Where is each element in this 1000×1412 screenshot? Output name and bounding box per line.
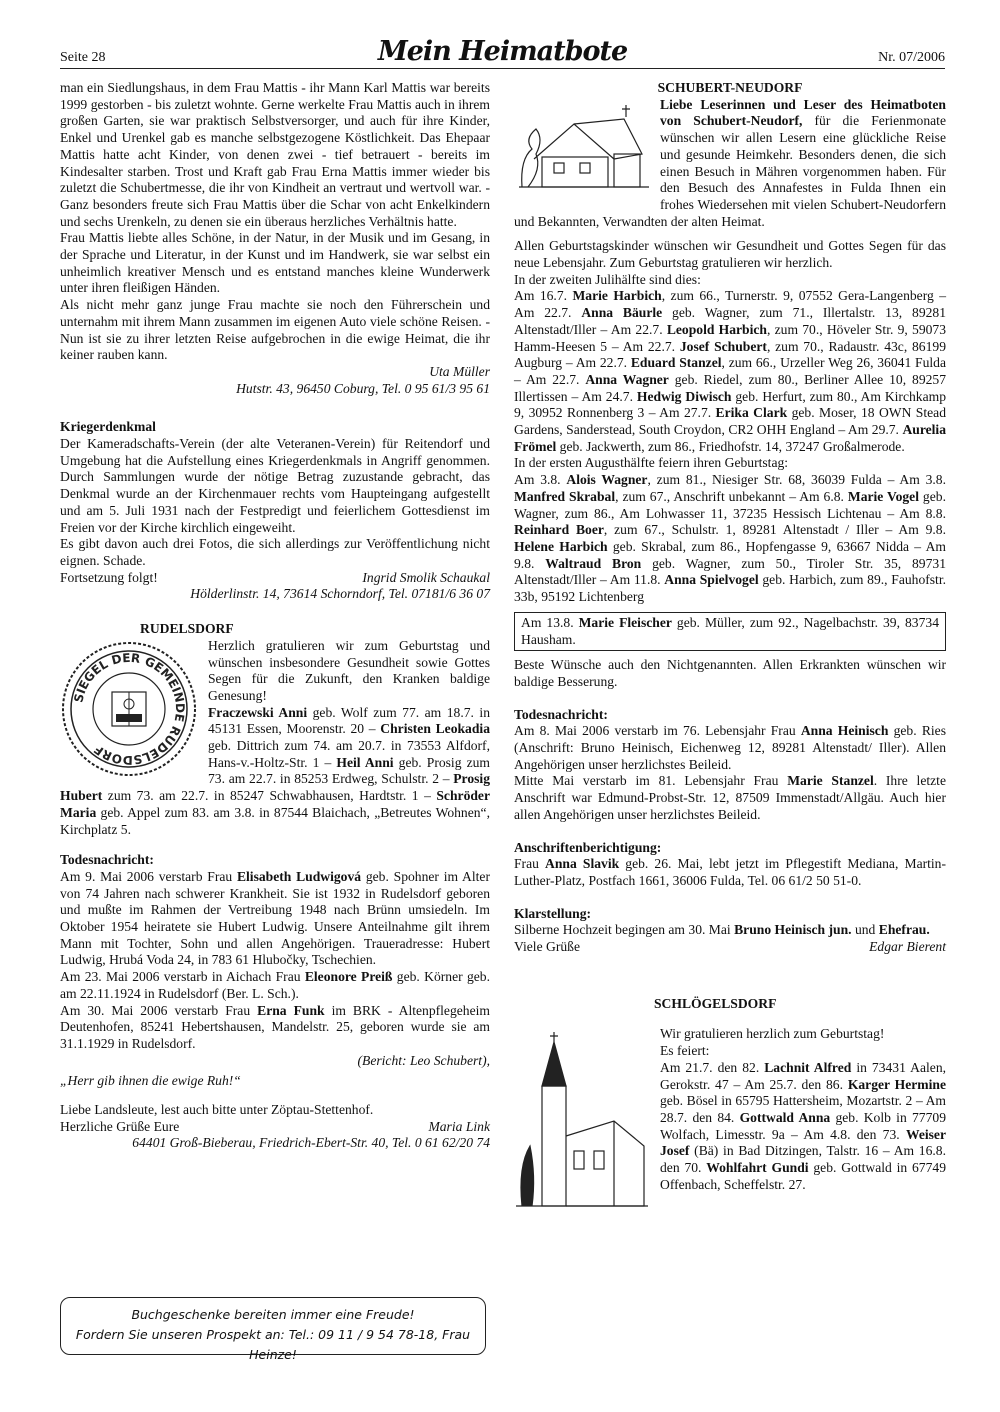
mattis-paragraph-2: Frau Mattis liebte alles Schöne, in der Natur, in der Musik und im Gesang, in der Sprache und Literatur, in der Kunst und im Handwerk, sie war selbst ein unheimlich kreativer Mensch und es entstand manches kleine Wunderwerk unter ihren fleißigen Händen. <box>60 230 490 296</box>
obituary-preiss: Am 23. Mai 2006 verstarb in Aichach Frau Eleonore Preiß geb. Körner geb. am 22.11.1924 in Rudelsdorf (Ber. L. Sch.). <box>60 969 490 1001</box>
list-item-details: geb. Harbich, zum 89., Fauhofstr. 33b, 95192 Lichtenberg <box>514 572 947 605</box>
author-maria-link: Maria Link <box>428 1118 490 1134</box>
list-item-name: Helene Harbich <box>514 538 608 554</box>
list-item-details: geb. Appel zum 83. am 3.8. in 87544 Blaichach, „Betreutes Wohnen“, Kirchplatz 5. <box>60 804 490 837</box>
list-item-name: Marie Harbich <box>572 288 662 304</box>
list-item-name: Wohlfahrt Gundi <box>706 1160 809 1176</box>
list-item-details: geb. Bösel in 65795 Hattersheim, Mozartstr. 2 – Am 28.7. den 84. <box>660 1093 946 1125</box>
ad-line-1: Buchgeschenke bereiten immer eine Freude! <box>131 1307 415 1322</box>
address-correction-title: Anschriftenberichtigung: <box>514 839 662 855</box>
masthead-logo: Mein Heimatbote <box>377 36 628 67</box>
list-item-name: Heil Anni <box>336 754 394 770</box>
schloegelsdorf-intro: Es feiert: <box>660 1043 710 1059</box>
signoff-line <box>514 939 946 956</box>
highlighted-birthday-box: Am 13.8. Marie Fleischer geb. Müller, zum 92., Nagelbachstr. 39, 83734 Hausham. <box>514 612 946 651</box>
list-item-details: (Bä) in Bad Ditzingen, Talstr. 16 – Am 16.8. den 70. <box>660 1143 946 1176</box>
list-item-details: geb. Wagner, zum 71., Illertalstr. 13, 89281 Altenstadt/Iller – Am 22.7. <box>514 305 947 337</box>
list-item-details: geb. Wagner, zum 50., Tiroler Str. 35, 89731 Altenstadt/Iller – Am 11.8. <box>514 555 946 588</box>
ad-line-2: Fordern Sie unseren Prospekt an: Tel.: 09 11 / 9 54 78-18, Frau Heinze! <box>75 1327 471 1362</box>
obituary-heinisch: Am 8. Mai 2006 verstarb im 76. Lebensjahr Frau Anna Heinisch geb. Ries (Anschrift: Bruno Heinisch, Eichenweg 12, 89281 Altenstadt/ Iller). Allen Angehörigen unser herzlichstes Beileid. <box>514 723 946 772</box>
rudelsdorf-seal-image <box>60 640 198 778</box>
continuation-note: Fortsetzung folgt! <box>60 569 158 585</box>
address-coburg: Hutstr. 43, 96450 Coburg, Tel. 0 95 61/3 95 61 <box>236 380 490 396</box>
list-item-details: geb. Wagner, zum 86., Am Lohwasser 11, 37235 Hessisch Lichtenau – Am 8.8. <box>514 488 946 521</box>
list-item-details: geb. Riedel, zum 80., Berliner Allee 10, 89257 Illertissen – Am 24.7. <box>514 371 947 404</box>
landsleute-note: Liebe Landsleute, lest auch bitte unter Zöptau-Stettenhof. <box>60 1102 374 1118</box>
greeting-line <box>60 1119 490 1136</box>
schloegelsdorf-greeting: Wir gratulieren herzlich zum Geburtstag! <box>660 1026 885 1042</box>
list-item-details: geb. Prosig zum 73. am 22.7. in 85253 Erdweg, Schulstr. 2 – <box>208 754 490 787</box>
address-gross-bieberau: 64401 Groß-Bieberau, Friedrich-Ebert-Str. 40, Tel. 0 61 62/20 74 <box>132 1135 490 1151</box>
kriegerdenkmal-text: Der Kameradschafts-Verein (der alte Veteranen-Verein) für Reitendorf und Umgebung hat die Aufstellung eines Kriegerdenkmals in Angriff genommen. Durch Sammlungen wurde der nötige Betrag zuzustande gebracht, das Denkmal wurde an der Kirchenmauer rechts vom Haupteingang aufgestellt und am 5. Juli 1931 nach der Festpredigt und feierlichem Gottesdienst im Freien vor der Kirche kirchlich eingeweiht. <box>60 436 490 535</box>
list-item-name: Alois Wagner <box>566 472 648 488</box>
list-item-name: Manfred Skrabal <box>514 488 616 504</box>
left-column <box>60 80 490 1152</box>
list-item-name: Lachnit Alfred <box>764 1059 852 1075</box>
list-item-details: , zum 70., Höveler Str. 9, 59073 Hamm-Heesen 5 – Am 22.7. <box>514 321 947 354</box>
list-item-name: Hedwig Diwisch <box>636 388 732 404</box>
august-birthday-list <box>514 472 946 606</box>
list-item-details: geb. Herfurt, zum 80., Am Kirchkamp 9, 30952 Ronnenberg 3 – Am 27.7. <box>514 388 946 421</box>
author-ingrid-smolik: Ingrid Smolik Schaukal <box>362 569 490 585</box>
list-item-name: Anna Wagner <box>585 371 669 387</box>
rudelsdorf-title: RUDELSDORF <box>140 621 234 637</box>
author-edgar-bierent: Edgar Bierent <box>869 939 946 955</box>
mattis-paragraph-3: Als nicht mehr ganz junge Frau machte sie noch den Führerschein und unternahm mit ihrem Mann zusammen im eigenen Auto viele schöne Reisen. - Nun ist sie zu ihrer letzten Reise aufgebrochen in die ewige Heimat, die ihr keiner rauben kann. <box>60 297 490 363</box>
list-item-details: geb. Gottwald in 67749 Offenbach, Scheffelstr. 27. <box>660 1160 946 1192</box>
schubert-birthday-intro: Allen Geburtstagskinder wünschen wir Gesundheit und Gottes Segen für das neue Lebensjahr. Zum Geburtstag gratulieren wir herzlich. <box>514 238 946 271</box>
page-header <box>60 36 945 70</box>
list-item-name: Marie Vogel <box>847 488 919 504</box>
schubert-neudorf-title: SCHUBERT-NEUDORF <box>657 80 803 95</box>
farmhouse-illustration <box>514 99 650 199</box>
list-item-details: , zum 67., Anschrift unbekannt – Am 6.8. <box>615 488 848 504</box>
author-uta-mueller: Uta Müller <box>429 363 490 379</box>
right-column <box>514 80 946 1218</box>
list-item-date: Am 21.7. den 82. <box>660 1059 765 1075</box>
list-item-name: Leopold Harbich <box>666 321 767 337</box>
list-item-name: Josef Schubert <box>679 338 767 354</box>
obituary-stanzel: Mitte Mai verstarb im 81. Lebensjahr Frau Marie Stanzel. Ihre letzte Anschrift war Edmund-Probst-Str. 12, 87509 Immenstadt/Allgäu. Auch hier allen Angehörigen unser herzlichstes Beileid. <box>514 773 946 822</box>
list-item-name: Eduard Stanzel <box>630 355 722 371</box>
rudelsdorf-greeting: Herzlich gratulieren wir zum Geburtstag und wünschen insbesondere Gesundheit sowie Gottes Segen für die Zukunft, den Kranken baldige Genesung! <box>208 637 490 703</box>
list-item-details: geb. Wolf zum 77. am 18.7. in 45131 Essen, Moorenstr. 20 – <box>208 704 490 737</box>
list-item-details: in 73431 Aalen, Gerokstr. 47 – Am 25.7. den 86. <box>660 1059 947 1092</box>
list-item-name: Karger Hermine <box>847 1076 946 1092</box>
list-item-details: , zum 66., Urzeller Weg 26, 36041 Fulda – Am 22.7. <box>514 355 946 387</box>
list-item-details: zum 73. am 22.7. in 85247 Schwabhausen, Hardtstr. 1 – <box>102 788 437 804</box>
list-item-date: Am 3.8. <box>514 472 567 488</box>
list-item-details: geb. Dittrich zum 74. am 20.7. in 73553 Alfdorf, Hans-v.-Holtz-Str. 1 – <box>208 738 490 770</box>
list-item-name: Waltraud Bron <box>545 555 642 571</box>
list-item-details: , zum 81., Niesiger Str. 68, 36039 Fulda – Am 3.8. <box>647 472 946 488</box>
continuation-line <box>60 570 490 587</box>
list-item-date: Am 16.7. <box>514 288 573 304</box>
page-number: Seite 28 <box>60 50 106 65</box>
issue-number: Nr. 07/2006 <box>878 50 945 65</box>
list-item-details: , zum 66., Turnerstr. 9, 07552 Gera-Langenberg – Am 22.7. <box>514 288 947 321</box>
obituary-ludwigova: Am 9. Mai 2006 verstarb Frau Elisabeth Ludwigová geb. Spohner im Alter von 74 Jahren nach schwerer Krankheit. Sie ist 1932 in Rudelsdorf geboren und mußte im Rahmen der Vertreibung 1948 nach Brünn umsiedeln. Im Oktober 1954 heiratete sie Hubert Ludwig. Unsere Anteilnahme gilt ihrem Mann mit Tochter, Sohn und allen Angehörigen. Traueradresse: Hubert Ludwig, Hrubá Voda 24, in 783 61 Hlubočky, Tschechien. <box>60 868 490 968</box>
list-item-details: geb. Kolb in 77709 Wolfach, Limesstr. 9a – Am 4.8. den 73. <box>660 1109 946 1142</box>
list-item-name: Weiser Josef <box>660 1126 946 1159</box>
signoff-text: Viele Grüße <box>514 939 580 955</box>
church-illustration <box>514 1026 650 1216</box>
kriegerdenkmal-title: Kriegerdenkmal <box>60 419 156 435</box>
list-item-name: Christen Leokadia <box>380 721 490 737</box>
list-item-details: , zum 70., Radaustr. 43c, 86199 Augburg – Am 22.7. <box>514 338 946 371</box>
address-correction-text: Frau Anna Slavik geb. 26. Mai, lebt jetzt im Pflegestift Mediana, Martin-Luther-Platz, Postfach 1661, 36006 Fulda, Tel. 06 61/2 50 51-0. <box>514 856 947 888</box>
august-intro: In der ersten Augusthälfte feiern ihren Geburtstag: <box>514 455 789 471</box>
svg-text:SIEGEL DER GEMEINDE RUDELSDORF: SIEGEL DER GEMEINDE RUDELSDORF <box>71 650 188 767</box>
list-item-name: Fraczewski Anni <box>208 704 308 720</box>
obituary-funk: Am 30. Mai 2006 verstarb Frau Erna Funk im BRK - Altenpflegeheim Deutenhofen, 85241 Hebertshausen, Mandelstr. 25, geboren wurde sie am 31.1.1929 in Rudelsdorf. <box>60 1002 490 1051</box>
list-item-details: geb. Jackwerth, zum 86., Friedhofstr. 14, 37247 Großalmerode. <box>556 438 905 454</box>
list-item-name: Prosig Hubert <box>60 771 490 804</box>
july-intro: In der zweiten Julihälfte sind dies: <box>514 271 701 287</box>
list-item-name: Erika Clark <box>715 405 788 421</box>
schloegelsdorf-title: SCHLÖGELSDORF <box>654 995 777 1011</box>
july-birthday-list <box>514 288 946 455</box>
address-schorndorf: Hölderlinstr. 14, 73614 Schorndorf, Tel. 07181/6 36 07 <box>190 586 490 602</box>
clarification-text: Silberne Hochzeit begingen am 30. Mai Bruno Heinisch jun. und Ehefrau. <box>514 922 930 938</box>
book-advertisement <box>60 1297 486 1362</box>
best-wishes: Beste Wünsche auch den Nichtgenannten. Allen Erkrankten wünschen wir baldige Besserung. <box>514 657 946 689</box>
schubert-greeting-text: für die Ferienmonate wünschen wir allen Lesern eine glückliche Reise und gesunde Heimkehr. Besonders denen, die sich einen Besuch in Mähren vorgenommen haben. Für den Besuch des Annafestes in Fulda Ihnen ein frohes Wiedersehen mit vielen Schubert-Neudorfern und Bekannten, Verwandten der alten Heimat. <box>514 113 946 229</box>
schubert-greeting-heading: Liebe Leserinnen und Leser des Heimatboten von Schubert-Neudorf, <box>660 96 946 129</box>
list-item-name: Anna Spielvogel <box>664 572 759 588</box>
clarification-title: Klarstellung: <box>514 905 592 921</box>
mattis-intro: man ein Siedlungshaus, in dem Frau Mattis - ihr Mann Karl Mattis war bereits 1999 gestorben - bis zuletzt wohnte. Gerne werkelte Frau Mattis auch in ihrem großen Garten, sie war praktisch Selbstversorger, und auch für ihre Kinder, Enkel und Urenkel gab es manche selbstgezogene Köstlichkeit. Das Ehepaar Mattis hatte acht Kinder, von denen zwei - tief betrauert - bereits im Kindesalter starben. Trost und Kraft gab Frau Erna Mattis immer wieder bis zuletzt die Schubertmesse, die ihr von Kindheit an vertraut und wertvoll war. - Ganz besonders freute sich Frau Mattis über die Schar von acht Enkelkindern und sechs Urenkeln, zu denen sie ein überaus herzliches Verhältnis hatte. <box>60 80 490 229</box>
todesnachricht-title-left: Todesnachricht: <box>60 852 154 868</box>
list-item-name: Schröder Maria <box>60 788 490 820</box>
list-item-details: geb. Moser, 18 OWN Stead Gardens, Sanderstead, South Croydon, CR2 OHH England – Am 29.7. <box>514 405 947 438</box>
prayer-quote: „Herr gib ihnen die ewige Ruh!“ <box>60 1073 241 1089</box>
list-item-name: Aurelia Frömel <box>514 422 946 454</box>
report-credit: (Bericht: Leo Schubert), <box>357 1052 490 1068</box>
todesnachricht-title-right: Todesnachricht: <box>514 706 608 722</box>
kriegerdenkmal-text-2: Es gibt davon auch drei Fotos, die sich allerdings zur Veröffentlichung nicht eignen. Schade. <box>60 536 490 568</box>
list-item-details: , zum 67., Schulstr. 1, 89281 Altenstadt / Iller – Am 9.8. <box>603 522 946 538</box>
greeting-text: Herzliche Grüße Eure <box>60 1118 180 1134</box>
list-item-name: Reinhard Boer <box>514 522 604 538</box>
list-item-details: geb. Skrabal, zum 86., Hopfengasse 9, 63667 Nidda – Am 9.8. <box>514 538 946 571</box>
header-rule <box>60 68 945 69</box>
list-item-name: Gottwald Anna <box>739 1109 831 1125</box>
list-item-name: Anna Bäurle <box>581 305 663 321</box>
